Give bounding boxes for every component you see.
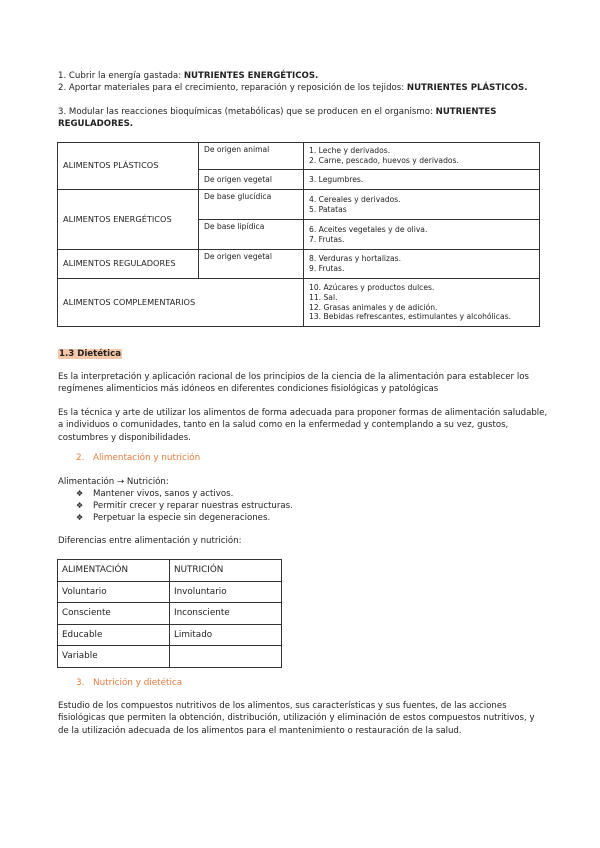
column-header: ALIMENTACIÓN — [58, 560, 170, 582]
list-item: 12. Grasas animales y de adición. — [309, 302, 438, 312]
heading-alimentacion-nutricion — [76, 453, 200, 463]
list-item: 13. Bebidas refrescantes, estimulantes y alcohólicas. — [309, 312, 511, 322]
list-item: 10. Azúcares y productos dulces. — [309, 283, 435, 293]
row-label-energeticos: ALIMENTOS ENERGÉTICOS — [58, 190, 199, 250]
subtype-cell: De origen vegetal — [199, 250, 304, 279]
table-row — [58, 250, 540, 279]
items-cell — [304, 220, 540, 250]
table-cell: Involuntario — [170, 581, 282, 603]
intro-line-2: 2. Aportar materiales para el crecimiento, reparación y reposición de los tejidos: NUTRIENTES PLÁSTICOS. — [58, 83, 528, 93]
intro-line-3: 3. Modular las reacciones bioquímicas (metabólicas) que se producen en el organismo: NUTRIENTES REGULADORES. — [58, 107, 497, 130]
differences-lead: Diferencias entre alimentación y nutrición: — [58, 536, 242, 546]
list-item: ❖ Mantener vivos, sanos y activos. — [76, 488, 293, 500]
heading-nutricion-dietetica — [76, 678, 182, 688]
subtype-cell: De origen animal — [199, 143, 304, 170]
table-row — [58, 624, 282, 646]
table-row — [58, 143, 540, 170]
list-item: 8. Verduras y hortalizas. — [309, 254, 402, 264]
heading-number: 2. — [76, 453, 85, 463]
heading-title: Nutrición y dietética — [93, 678, 183, 688]
list-item: 7. Frutas. — [309, 234, 345, 244]
items-cell — [304, 279, 540, 327]
table-cell: Variable — [58, 646, 170, 668]
row-label-reguladores: ALIMENTOS REGULADORES — [58, 250, 199, 279]
table-row — [58, 581, 282, 603]
table-cell: Limitado — [170, 624, 282, 646]
table-row — [58, 603, 282, 625]
subtype-cell: De origen vegetal — [199, 170, 304, 190]
alimentacion-lead: Alimentación → Nutrición: — [58, 477, 169, 487]
table-row — [58, 190, 540, 220]
list-item: ❖ Perpetuar la especie sin degeneraciones. — [76, 512, 293, 524]
row-label-plasticos: ALIMENTOS PLÁSTICOS — [58, 143, 199, 190]
list-item: 11. Sal. — [309, 292, 338, 302]
list-item: 3. Legumbres. — [309, 174, 364, 184]
list-item: 5. Patatas — [309, 204, 347, 214]
heading-number: 3. — [76, 678, 85, 688]
list-item: 2. Carne, pescado, huevos y derivados. — [309, 156, 459, 165]
table-row — [58, 646, 282, 668]
heading-title: Alimentación y nutrición — [93, 453, 201, 463]
items-cell — [304, 190, 540, 220]
items-cell — [304, 250, 540, 279]
list-item: 4. Cereales y derivados. — [309, 194, 401, 204]
list-item: 6. Aceites vegetales y de oliva. — [309, 224, 428, 234]
list-item: ❖ Permitir crecer y reparar nuestras estructuras. — [76, 500, 293, 512]
purpose-list — [76, 488, 293, 524]
nutricion-dietetica-paragraph: Estudio de los compuestos nutritivos de los alimentos, sus características y sus fuentes, de las acciones fisiológicas que permiten la obtención, distribución, utilización y eliminación de estos compuestos nutritivos, y de la utilización adecuada de los alimentos para el mantenimiento o restauración de la salud. — [58, 701, 535, 736]
table-cell: Voluntario — [58, 581, 170, 603]
column-header: NUTRICIÓN — [170, 560, 282, 582]
table-row — [58, 279, 540, 327]
items-cell — [304, 170, 540, 190]
section-title-dietetica: 1.3 Dietética — [59, 349, 122, 359]
subtype-cell: De base lipídica — [199, 220, 304, 250]
row-label-complementarios: ALIMENTOS COMPLEMENTARIOS — [58, 279, 304, 327]
differences-table — [57, 559, 282, 668]
foods-classification-table — [57, 142, 540, 327]
subtype-cell: De base glucídica — [199, 190, 304, 220]
table-cell: Educable — [58, 624, 170, 646]
table-cell — [170, 646, 282, 668]
table-cell: Consciente — [58, 603, 170, 625]
dietetica-paragraph-1: Es la interpretación y aplicación racional de los principios de la ciencia de la alimentación para establecer los regímenes alimenticios más idóneos en diferentes condiciones fisiológicas y patológicas — [58, 372, 529, 395]
dietetica-paragraph-2: Es la técnica y arte de utilizar los alimentos de forma adecuada para proponer formas de alimentación saludable, a individuos o comunidades, tanto en la salud como en la enfermedad y contemplando a su vez, gustos, costumbres y disponibilidades. — [58, 408, 548, 443]
items-cell — [304, 143, 540, 170]
list-item: 9. Frutas. — [309, 264, 345, 273]
list-item: 1. Leche y derivados. — [309, 146, 391, 156]
table-cell: Inconsciente — [170, 603, 282, 625]
table-row — [58, 560, 282, 582]
intro-line-1: 1. Cubrir la energía gastada: NUTRIENTES ENERGÉTICOS. — [58, 71, 319, 81]
